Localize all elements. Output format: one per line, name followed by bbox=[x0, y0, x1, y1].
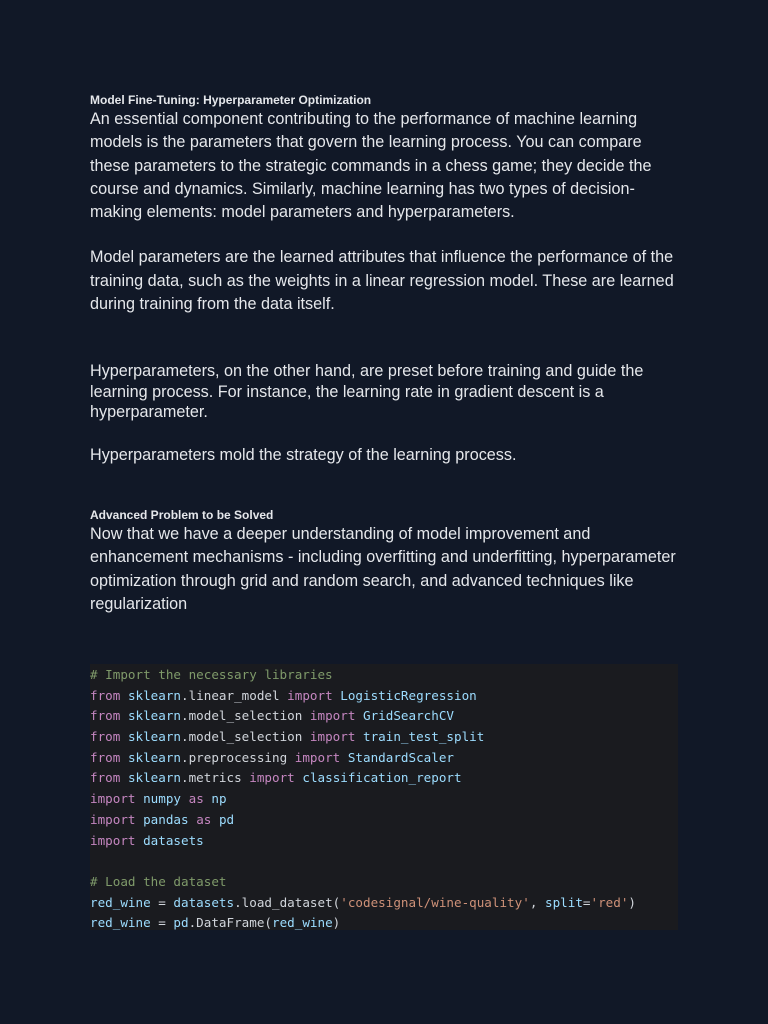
code-token-comment: # Import the necessary libraries bbox=[90, 667, 333, 682]
code-token-name: red_wine bbox=[90, 915, 151, 931]
code-token-plain: = bbox=[582, 894, 591, 910]
code-line bbox=[90, 665, 678, 686]
code-token-plain: .linear_model bbox=[181, 687, 288, 703]
code-token-plain: , bbox=[529, 894, 545, 910]
code-line bbox=[90, 810, 678, 831]
code-token-string: 'red' bbox=[590, 894, 629, 910]
code-line bbox=[90, 789, 678, 810]
code-token-plain: ) bbox=[332, 915, 341, 931]
code-token-plain bbox=[136, 791, 144, 806]
code-token-keyword: import bbox=[287, 687, 333, 703]
code-token-name: StandardScaler bbox=[347, 749, 454, 765]
code-token-plain bbox=[120, 688, 128, 703]
paragraph-model-parameters: Model parameters are the learned attributes that influence the performance of the training data, such as the weights in a linear regression model. These are learned during training from the data itself. bbox=[90, 248, 674, 314]
code-token-module: sklearn bbox=[127, 729, 182, 745]
code-token-module: sklearn bbox=[127, 749, 182, 765]
code-line bbox=[90, 686, 678, 707]
code-token-plain: .DataFrame( bbox=[188, 915, 272, 931]
code-token-keyword: import bbox=[309, 729, 356, 745]
code-token-plain bbox=[120, 729, 128, 744]
code-token-plain bbox=[120, 770, 128, 785]
code-token-keyword: from bbox=[90, 749, 121, 765]
code-token-plain bbox=[181, 791, 189, 806]
code-token-comment: # Load the dataset bbox=[90, 873, 227, 889]
code-token-keyword: from bbox=[90, 770, 121, 786]
code-token-plain: .preprocessing bbox=[181, 749, 295, 765]
code-token-plain bbox=[355, 708, 363, 723]
code-token-plain bbox=[340, 750, 348, 765]
article bbox=[90, 92, 678, 616]
code-token-string: 'codesignal/wine-quality' bbox=[340, 894, 530, 910]
code-token-plain bbox=[120, 708, 128, 723]
code-token-module: datasets bbox=[143, 832, 204, 848]
code-token-keyword: from bbox=[90, 729, 121, 745]
code-token-name: train_test_split bbox=[363, 729, 485, 745]
code-token-keyword: import bbox=[90, 811, 136, 827]
code-token-module: numpy bbox=[143, 791, 182, 807]
code-token-keyword: as bbox=[188, 791, 204, 807]
code-line bbox=[90, 893, 678, 914]
section-heading-fine-tuning: Model Fine-Tuning: Hyperparameter Optimization bbox=[90, 93, 372, 107]
code-token-module: sklearn bbox=[127, 708, 182, 724]
code-token-keyword: as bbox=[196, 811, 212, 827]
section-heading-advanced-problem: Advanced Problem to be Solved bbox=[90, 508, 274, 523]
code-token-keyword: import bbox=[90, 791, 136, 807]
code-token-keyword: import bbox=[294, 749, 341, 765]
code-token-name: pd bbox=[218, 811, 235, 827]
code-token-name: red_wine bbox=[272, 915, 333, 931]
code-token-plain: .metrics bbox=[181, 770, 250, 786]
code-token-plain: .model_selection bbox=[181, 729, 310, 745]
code-token-plain bbox=[136, 812, 144, 827]
code-token-name: classification_report bbox=[302, 770, 462, 786]
code-token-plain: = bbox=[150, 915, 174, 931]
code-token-plain: = bbox=[150, 894, 174, 910]
code-token-plain: .model_selection bbox=[181, 708, 310, 724]
code-token-module: datasets bbox=[173, 894, 235, 910]
code-token-module: sklearn bbox=[127, 770, 182, 786]
code-token-plain bbox=[355, 729, 363, 744]
code-token-module: sklearn bbox=[127, 687, 182, 703]
code-token-plain bbox=[120, 750, 128, 765]
code-token-param: split bbox=[544, 894, 583, 910]
code-token-name: np bbox=[211, 791, 227, 807]
code-line bbox=[90, 748, 678, 769]
code-token-keyword: from bbox=[90, 708, 121, 724]
code-token-keyword: import bbox=[90, 832, 136, 848]
code-token-module: pd bbox=[173, 915, 189, 931]
code-line bbox=[90, 706, 678, 727]
code-token-keyword: import bbox=[249, 770, 295, 786]
code-line bbox=[90, 851, 678, 872]
code-line bbox=[90, 831, 678, 852]
code-block[interactable] bbox=[90, 664, 678, 930]
code-line bbox=[90, 768, 678, 789]
code-token-plain: ) bbox=[628, 894, 637, 910]
code-token-plain: .load_dataset( bbox=[234, 894, 341, 910]
paragraph-advanced-problem: Now that we have a deeper understanding of model improvement and enhancement mechanisms - including overfitting and underfitting, hyperparameter optimization through grid and random search, and advanced techniques like regularization bbox=[90, 525, 676, 614]
code-token-keyword: from bbox=[90, 687, 121, 703]
paragraph-hyperparameters-strategy: Hyperparameters mold the strategy of the learning process. bbox=[90, 445, 517, 464]
paragraph-intro: An essential component contributing to the performance of machine learning models is the parameters that govern the learning process. You can compare these parameters to the strategic commands in a chess game; they decide the course and dynamics. Similarly, machine learning has two types of decision-making elements: model parameters and hyperparameters. bbox=[90, 110, 652, 222]
code-line bbox=[90, 727, 678, 748]
paragraph-hyperparameters: Hyperparameters, on the other hand, are preset before training and guide the learning process. For instance, the learning rate in gradient descent is a hyperparameter. bbox=[90, 362, 644, 422]
code-token-keyword: import bbox=[309, 708, 356, 724]
code-token-plain bbox=[211, 812, 219, 827]
code-token-module: pandas bbox=[143, 811, 189, 827]
code-line bbox=[90, 913, 678, 934]
code-token-name: GridSearchCV bbox=[363, 708, 455, 724]
code-line bbox=[90, 872, 678, 893]
code-token-name: LogisticRegression bbox=[340, 687, 477, 703]
code-token-name: red_wine bbox=[90, 894, 151, 910]
code-token-plain bbox=[136, 833, 144, 848]
